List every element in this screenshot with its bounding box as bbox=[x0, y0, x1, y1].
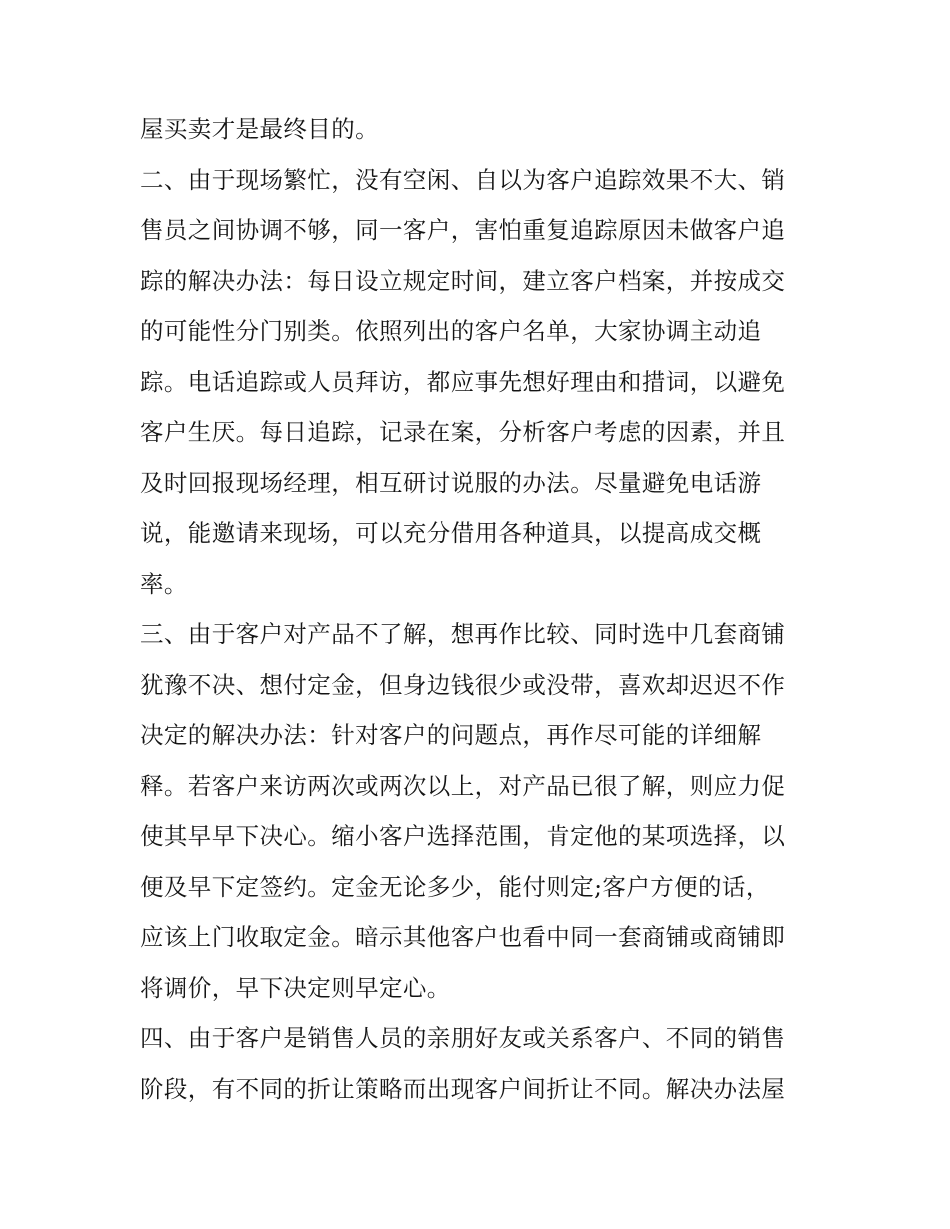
text-line-11: 三、由于客户对产品不了解，想再作比较、同时选中几套商铺 bbox=[140, 620, 786, 648]
text-line-16: 便及早下定签约。定金无论多少，能付则定;客户方便的话， bbox=[140, 872, 770, 901]
text-line-4: 踪的解决办法：每日设立规定时间，建立客户档案，并按成交 bbox=[140, 266, 786, 295]
text-line-10: 率。 bbox=[140, 569, 188, 598]
text-line-9: 说，能邀请来现场，可以充分借用各种道具，以提高成交概 bbox=[140, 519, 762, 547]
text-line-14: 释。若客户来访两次或两次以上，对产品已很了解，则应力促 bbox=[140, 771, 786, 800]
text-line-17: 应该上门收取定金。暗示其他客户也看中同一套商铺或商铺即 bbox=[140, 923, 786, 951]
text-line-7: 客户生厌。每日追踪，记录在案，分析客户考虑的因素，并且 bbox=[140, 418, 786, 446]
text-line-18: 将调价，早下决定则早定心。 bbox=[140, 973, 451, 1002]
text-line-2: 二、由于现场繁忙，没有空闲、自以为客户追踪效果不大、销 bbox=[140, 165, 786, 194]
text-line-20: 阶段，有不同的折让策略而出现客户间折让不同。解决办法屋 bbox=[140, 1074, 786, 1103]
body-text bbox=[140, 104, 812, 1114]
text-line-1: 屋买卖才是最终目的。 bbox=[140, 115, 379, 143]
text-line-8: 及时回报现场经理，相互研讨说服的办法。尽量避免电话游 bbox=[140, 468, 762, 497]
text-line-19: 四、由于客户是销售人员的亲朋好友或关系客户、不同的销售 bbox=[140, 1024, 786, 1052]
text-line-6: 踪。电话追踪或人员拜访，都应事先想好理由和措词，以避免 bbox=[140, 367, 786, 396]
text-line-3: 售员之间协调不够，同一客户，害怕重复追踪原因未做客户追 bbox=[140, 216, 786, 244]
text-line-5: 的可能性分门别类。依照列出的客户名单，大家协调主动追 bbox=[140, 317, 762, 345]
text-line-12: 犹豫不决、想付定金，但身边钱很少或没带，喜欢却迟迟不作 bbox=[140, 670, 786, 699]
text-line-13: 决定的解决办法：针对客户的问题点，再作尽可能的详细解 bbox=[140, 721, 762, 749]
text-line-15: 使其早早下决心。缩小客户选择范围，肯定他的某项选择，以 bbox=[140, 822, 786, 850]
